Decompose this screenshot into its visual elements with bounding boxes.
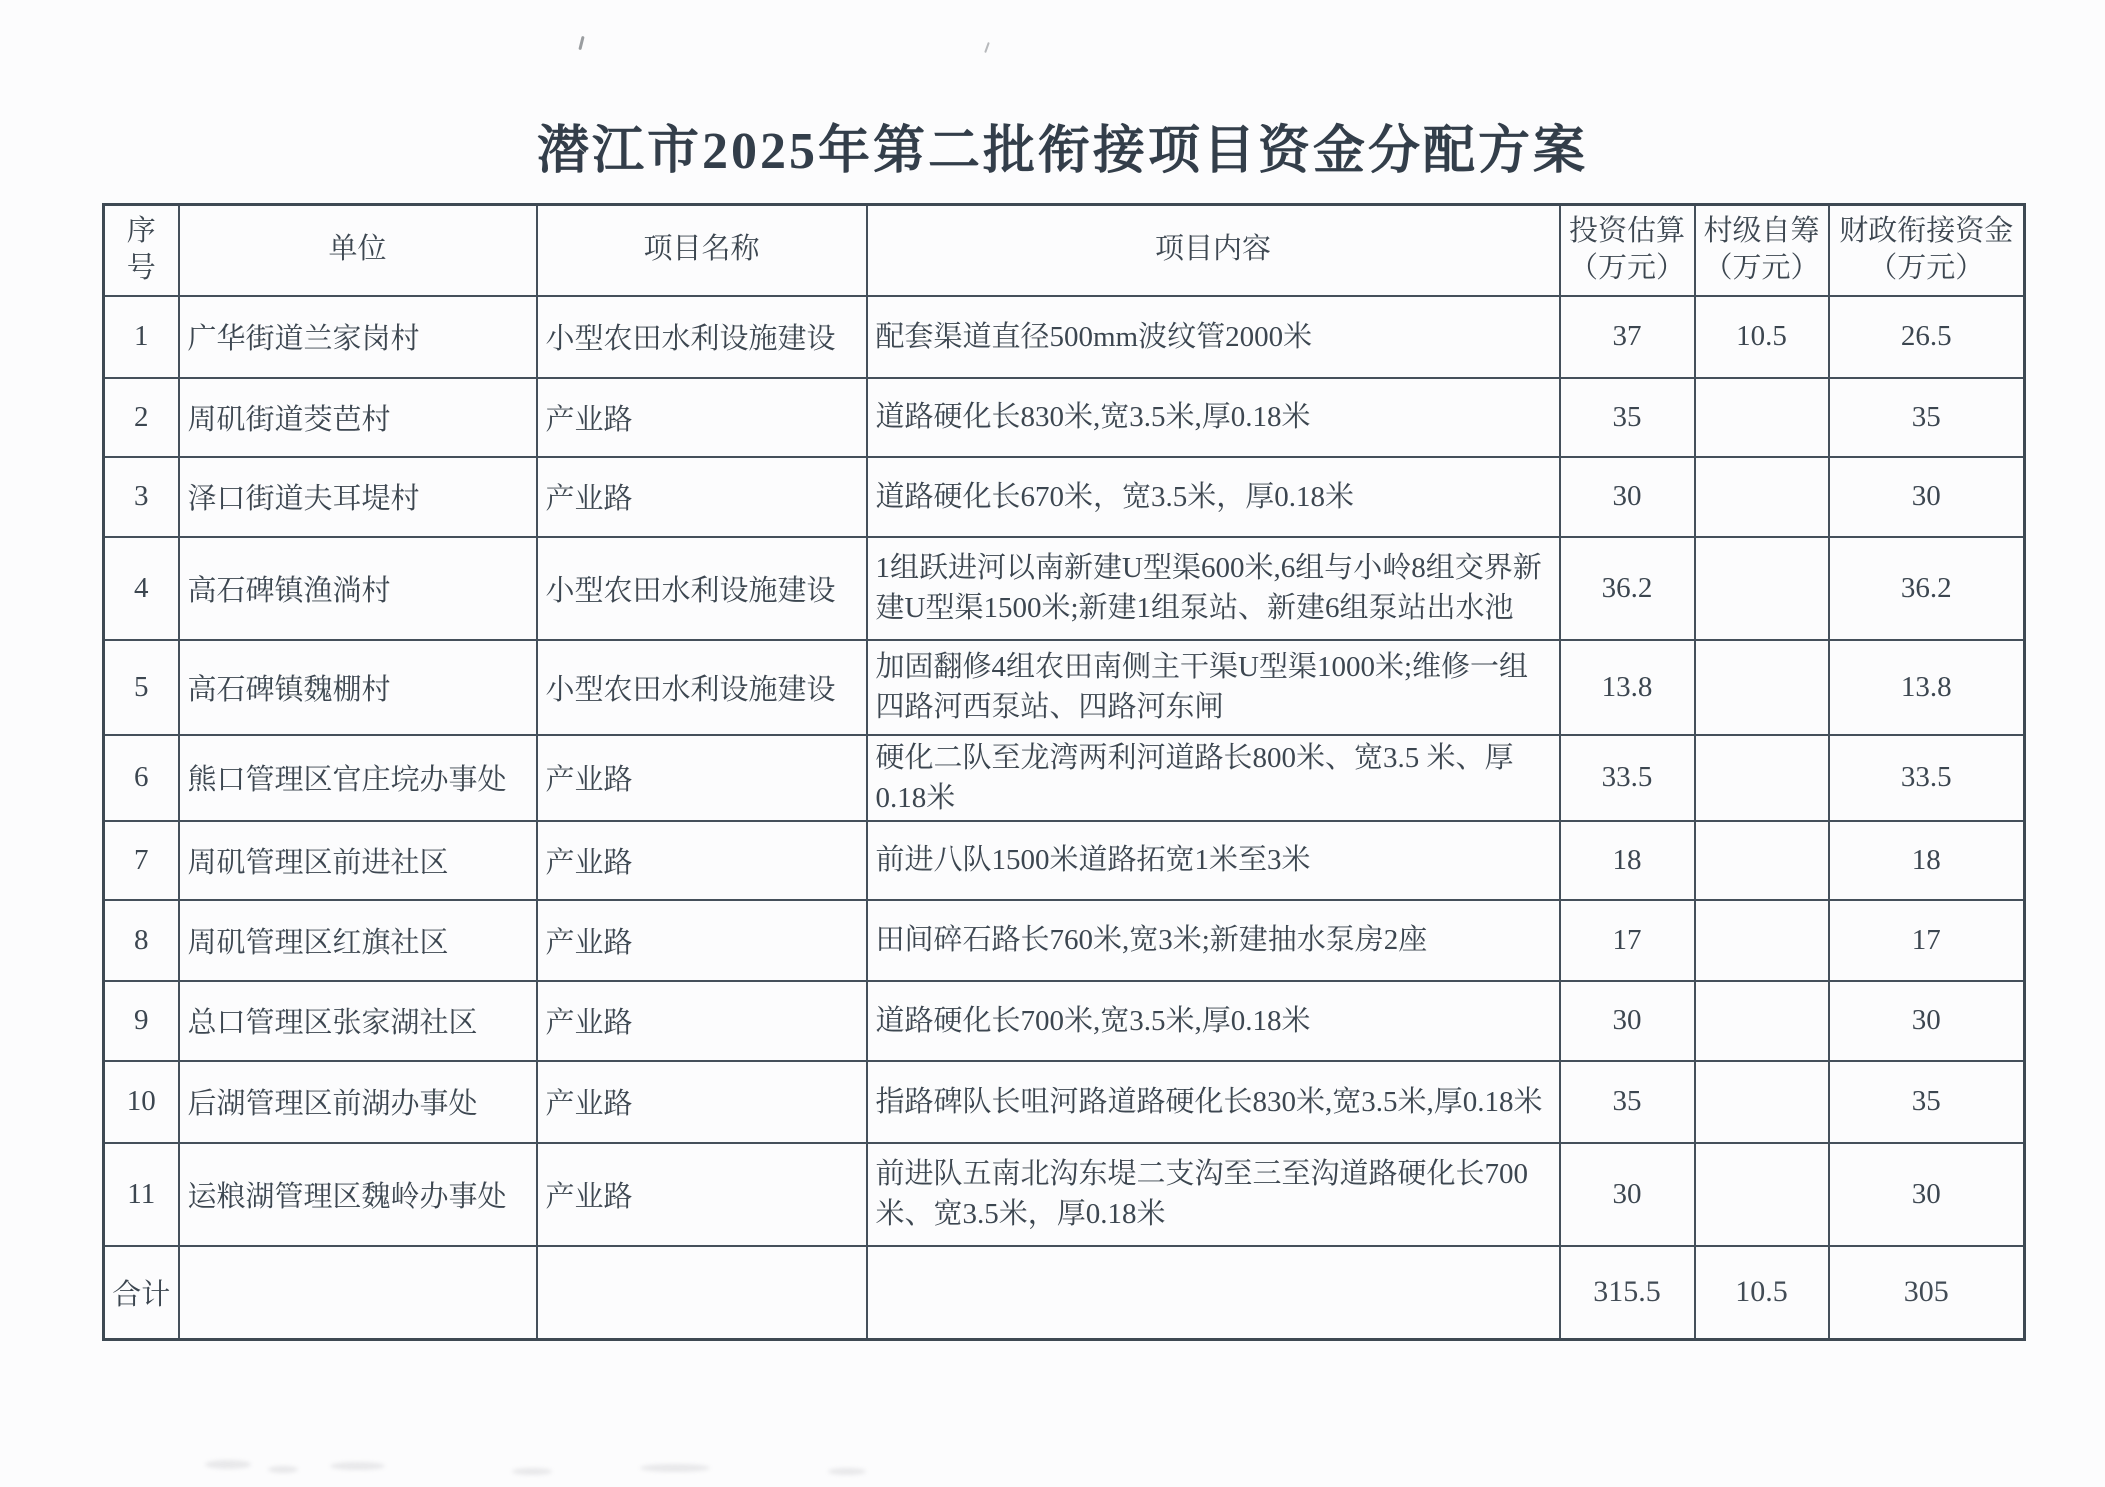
cell-village: [1695, 537, 1829, 640]
page-title: 潜江市2025年第二批衔接项目资金分配方案: [536, 123, 1588, 180]
cell-village: [1695, 640, 1829, 735]
total-label: 合计: [104, 1246, 179, 1340]
col-header-unit: 单位: [179, 205, 537, 296]
col-header-index: 序号: [104, 205, 179, 296]
allocation-table: [102, 203, 2026, 1341]
cell-village: [1695, 900, 1829, 981]
cell-invest: 30: [1560, 1143, 1695, 1246]
col-header-project-content: 项目内容: [867, 205, 1560, 296]
scan-smudge: [640, 1464, 710, 1472]
cell-village: [1695, 821, 1829, 900]
cell-name: 产业路: [537, 1061, 867, 1143]
total-row: [104, 1246, 2025, 1340]
cell-index: 1: [104, 296, 179, 378]
col-header-investment-line2: （万元）: [1568, 252, 1685, 285]
table-row: [104, 457, 2025, 537]
cell-name: 小型农田水利设施建设: [537, 296, 867, 378]
cell-fiscal: 30: [1829, 1143, 2025, 1246]
total-project-name-cell: [537, 1246, 867, 1340]
total-project-content-cell: [867, 1246, 1560, 1340]
table-row: [104, 981, 2025, 1061]
table-row: [104, 821, 2025, 900]
cell-name: 产业路: [537, 900, 867, 981]
cell-unit: 总口管理区张家湖社区: [179, 981, 537, 1061]
table-row: [104, 1061, 2025, 1143]
col-header-village: [1695, 205, 1829, 296]
table-row: [104, 537, 2025, 640]
cell-content: 硬化二队至龙湾两利河道路长800米、宽3.5 米、厚0.18米: [867, 735, 1560, 821]
cell-fiscal: 13.8: [1829, 640, 2025, 735]
cell-name: 产业路: [537, 378, 867, 457]
cell-fiscal: 36.2: [1829, 537, 2025, 640]
cell-index: 2: [104, 378, 179, 457]
cell-village: [1695, 981, 1829, 1061]
scan-artifact: [984, 42, 990, 53]
total-investment: 315.5: [1560, 1246, 1695, 1340]
scan-smudge: [512, 1468, 552, 1475]
cell-invest: 30: [1560, 457, 1695, 537]
cell-index: 8: [104, 900, 179, 981]
cell-village: [1695, 1143, 1829, 1246]
cell-content: 道路硬化长670米，宽3.5米，厚0.18米: [867, 457, 1560, 537]
cell-name: 产业路: [537, 1143, 867, 1246]
col-header-village-line1: 村级自筹: [1703, 214, 1820, 247]
col-header-project-name: 项目名称: [537, 205, 867, 296]
scan-artifact: [578, 36, 584, 50]
cell-village: [1695, 457, 1829, 537]
cell-invest: 13.8: [1560, 640, 1695, 735]
cell-fiscal: 18: [1829, 821, 2025, 900]
cell-fiscal: 26.5: [1829, 296, 2025, 378]
col-header-investment: [1560, 205, 1695, 296]
scan-smudge: [205, 1460, 251, 1469]
cell-index: 4: [104, 537, 179, 640]
cell-unit: 泽口街道夫耳堤村: [179, 457, 537, 537]
table-row: [104, 296, 2025, 378]
col-header-fiscal-line1: 财政衔接资金: [1839, 214, 2014, 247]
cell-content: 加固翻修4组农田南侧主干渠U型渠1000米;维修一组四路河西泵站、四路河东闸: [867, 640, 1560, 735]
cell-index: 9: [104, 981, 179, 1061]
header-row: [104, 205, 2025, 296]
cell-content: 道路硬化长830米,宽3.5米,厚0.18米: [867, 378, 1560, 457]
table-body: [104, 296, 2025, 1246]
total-unit-cell: [179, 1246, 537, 1340]
cell-fiscal: 35: [1829, 1061, 2025, 1143]
cell-name: 产业路: [537, 457, 867, 537]
cell-village: [1695, 735, 1829, 821]
cell-unit: 周矶街道茭芭村: [179, 378, 537, 457]
total-village: 10.5: [1695, 1246, 1829, 1340]
cell-unit: 周矶管理区红旗社区: [179, 900, 537, 981]
cell-invest: 36.2: [1560, 537, 1695, 640]
cell-content: 前进八队1500米道路拓宽1米至3米: [867, 821, 1560, 900]
cell-invest: 33.5: [1560, 735, 1695, 821]
cell-content: 指路碑队长咀河路道路硬化长830米,宽3.5米,厚0.18米: [867, 1061, 1560, 1143]
cell-index: 6: [104, 735, 179, 821]
cell-invest: 35: [1560, 378, 1695, 457]
col-header-village-line2: （万元）: [1703, 252, 1820, 285]
cell-unit: 运粮湖管理区魏岭办事处: [179, 1143, 537, 1246]
cell-fiscal: 35: [1829, 378, 2025, 457]
cell-fiscal: 33.5: [1829, 735, 2025, 821]
cell-invest: 18: [1560, 821, 1695, 900]
total-fiscal: 305: [1829, 1246, 2025, 1340]
scan-smudge: [268, 1466, 298, 1473]
table-row: [104, 900, 2025, 981]
table-row: [104, 378, 2025, 457]
cell-index: 11: [104, 1143, 179, 1246]
cell-unit: 高石碑镇魏棚村: [179, 640, 537, 735]
cell-village: [1695, 1061, 1829, 1143]
cell-index: 3: [104, 457, 179, 537]
cell-unit: 高石碑镇渔淌村: [179, 537, 537, 640]
cell-unit: 周矶管理区前进社区: [179, 821, 537, 900]
cell-index: 5: [104, 640, 179, 735]
scan-smudge: [828, 1468, 866, 1475]
cell-invest: 35: [1560, 1061, 1695, 1143]
cell-invest: 30: [1560, 981, 1695, 1061]
cell-index: 10: [104, 1061, 179, 1143]
cell-content: 道路硬化长700米,宽3.5米,厚0.18米: [867, 981, 1560, 1061]
cell-name: 产业路: [537, 821, 867, 900]
cell-name: 小型农田水利设施建设: [537, 640, 867, 735]
table-row: [104, 1143, 2025, 1246]
cell-name: 产业路: [537, 735, 867, 821]
cell-fiscal: 30: [1829, 457, 2025, 537]
cell-content: 1组跃进河以南新建U型渠600米,6组与小岭8组交界新建U型渠1500米;新建1组泵站、新建6组泵站出水池: [867, 537, 1560, 640]
col-header-fiscal-line2: （万元）: [1868, 252, 1985, 285]
cell-content: 配套渠道直径500mm波纹管2000米: [867, 296, 1560, 378]
cell-index: 7: [104, 821, 179, 900]
cell-fiscal: 17: [1829, 900, 2025, 981]
cell-invest: 17: [1560, 900, 1695, 981]
cell-invest: 37: [1560, 296, 1695, 378]
table-row: [104, 735, 2025, 821]
cell-village: [1695, 378, 1829, 457]
cell-village: 10.5: [1695, 296, 1829, 378]
cell-unit: 熊口管理区官庄垸办事处: [179, 735, 537, 821]
col-header-fiscal: [1829, 205, 2025, 296]
cell-fiscal: 30: [1829, 981, 2025, 1061]
cell-content: 田间碎石路长760米,宽3米;新建抽水泵房2座: [867, 900, 1560, 981]
scan-smudge: [330, 1462, 385, 1470]
cell-unit: 广华街道兰家岗村: [179, 296, 537, 378]
cell-name: 小型农田水利设施建设: [537, 537, 867, 640]
col-header-investment-line1: 投资估算: [1568, 214, 1685, 247]
cell-content: 前进队五南北沟东堤二支沟至三至沟道路硬化长700米、宽3.5米，厚0.18米: [867, 1143, 1560, 1246]
cell-name: 产业路: [537, 981, 867, 1061]
table-row: [104, 640, 2025, 735]
cell-unit: 后湖管理区前湖办事处: [179, 1061, 537, 1143]
